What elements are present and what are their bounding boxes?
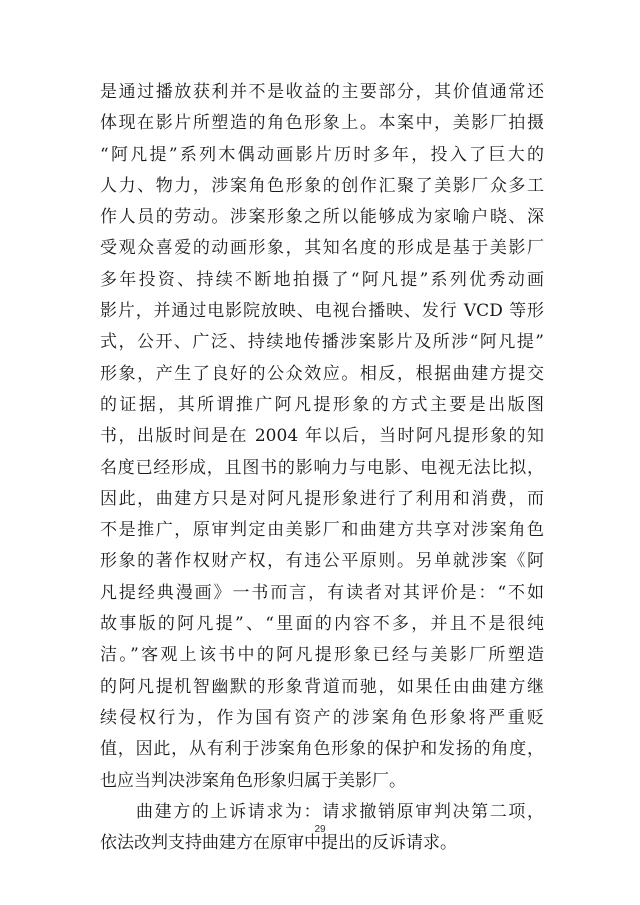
text-line: “阿凡提”系列木偶动画影片历时多年，投入了巨大的	[100, 144, 544, 165]
text-line: 体现在影片所塑造的角色形象上。本案中，美影厂拍摄	[100, 113, 544, 134]
text-line: 不是推广，原审判定由美影厂和曲建方共享对涉案角色	[100, 520, 544, 541]
text-line: 作人员的劳动。涉案形象之所以能够成为家喻户晓、深	[100, 207, 544, 228]
text-line: 多年投资、持续不断地拍摄了“阿凡提”系列优秀动画	[100, 269, 544, 290]
text-line: 曲建方的上诉请求为：请求撤销原审判决第二项，	[136, 801, 544, 822]
paragraph-1	[100, 77, 544, 797]
text-line: 依法改判支持曲建方在原审中提出的反诉请求。	[100, 833, 457, 854]
text-line: 洁。”客观上该书中的阿凡提形象已经与美影厂所塑造	[100, 645, 544, 666]
text-line: 形象，产生了良好的公众效应。相反，根据曲建方提交	[100, 363, 544, 384]
text-line: 也应当判决涉案角色形象归属于美影厂。	[100, 770, 406, 791]
text-line: 凡提经典漫画》一书而言，有读者对其评价是：“不如	[100, 582, 544, 603]
text-line: 书，出版时间是在 2004 年以后，当时阿凡提形象的知	[100, 426, 544, 447]
text-line: 受观众喜爱的动画形象，其知名度的形成是基于美影厂	[100, 238, 544, 259]
text-line: 续侵权行为，作为国有资产的涉案角色形象将严重贬	[100, 707, 544, 728]
text-line: 的证据，其所谓推广阿凡提形象的方式主要是出版图	[100, 394, 544, 415]
text-line: 名度已经形成，且图书的影响力与电影、电视无法比拟，	[100, 457, 544, 478]
document-body	[100, 77, 544, 859]
text-line: 式，公开、广泛、持续地传播涉案影片及所涉“阿凡提”	[100, 332, 544, 353]
text-line: 的阿凡提机智幽默的形象背道而驰，如果任由曲建方继	[100, 676, 544, 697]
text-line: 故事版的阿凡提”、“里面的内容不多，并且不是很纯	[100, 614, 544, 635]
text-line: 是通过播放获利并不是收益的主要部分，其价值通常还	[100, 82, 544, 102]
page-number: 29	[314, 824, 326, 835]
text-line: 影片，并通过电影院放映、电视台播映、发行 VCD 等形	[100, 301, 544, 322]
text-line: 人力、物力，涉案角色形象的创作汇聚了美影厂众多工	[100, 175, 544, 196]
text-line: 值，因此，从有利于涉案角色形象的保护和发扬的角度，	[100, 739, 544, 760]
text-line: 因此，曲建方只是对阿凡提形象进行了利用和消费，而	[100, 488, 544, 509]
text-line: 形象的著作权财产权，有违公平原则。另单就涉案《阿	[100, 551, 544, 572]
